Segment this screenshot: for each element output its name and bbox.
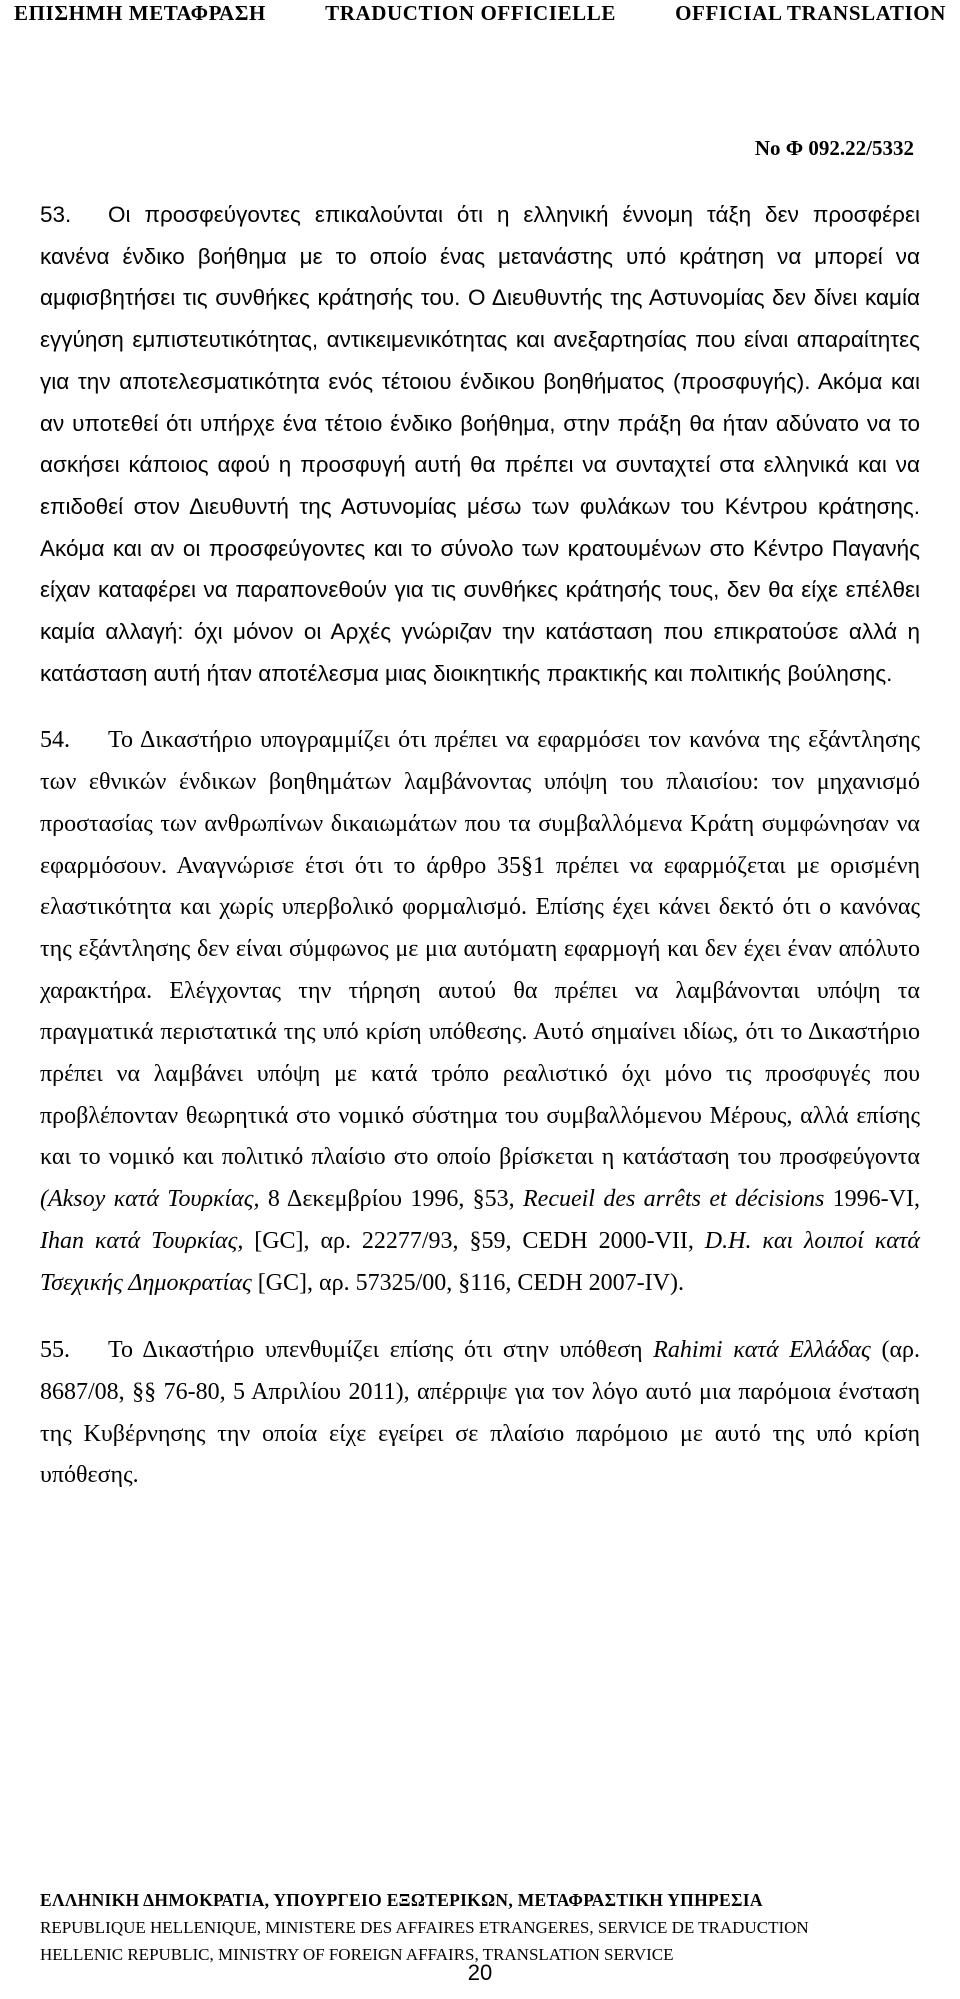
paragraph-number: 54. [40,727,70,754]
citation-text: 1996-VI, [824,1186,920,1213]
case-citation: Rahimi κατά Ελλάδας [653,1337,871,1364]
case-citation: D.H. και λοιποί κατά Τσεχικής Δημοκρατίας [40,1227,920,1296]
reference-number: Νο Φ 092.22/5332 [754,136,914,160]
citation-text: [GC], αρ. 22277/93, §59, CEDH 2000-VII, [243,1227,705,1254]
paragraph-text: Οι προσφεύγοντες επικαλούνται ότι η ελληνική έννομη τάξη δεν προσφέρει κανένα ένδικο βοήθημα με το οποίο ένας μετανάστης υπό κράτηση να μπορεί να αμφισβητήσει τις συνθήκες κράτησής του. Ο Διευθυντής της Αστυνομίας δεν δίνει καμία εγγύηση εμπιστευτικότητας, αντικειμενικότητας και ανεξαρτησίας που είναι απαραίτητες για την αποτελεσματικότητα ενός τέτοιου ένδικου βοηθήματος (προσφυγής). Ακόμα και αν υποτεθεί ότι υπήρχε ένα τέτοιο ένδικο βοήθημα, στην πράξη θα ήταν αδύνατο να το ασκήσει κάποιος αφού η προσφυγή αυτή θα πρέπει να συνταχτεί στα ελληνικά και να επιδοθεί στον Διευθυντή της Αστυνομίας μέσω των φυλάκων του Κέντρου κράτησης. Ακόμα και αν οι προσφεύγοντες και το σύνολο των κρατουμένων στο Κέντρο Παγανής είχαν καταφέρει να παραπονεθούν για τις συνθήκες κράτησής τους, δεν θα είχε επέλθει καμία αλλαγή: όχι μόνον οι Αρχές γνώριζαν την κατάσταση που επικρατούσε αλλά η κατάσταση αυτή ήταν αποτέλεσμα μιας διοικητικής πρακτικής και πολιτικής βούλησης. [40,202,920,686]
paragraph-text: Το Δικαστήριο υπενθυμίζει επίσης ότι στην υπόθεση [108,1337,654,1364]
paragraph-number: 55. [40,1337,70,1364]
footer-greek: ΕΛΛΗΝΙΚΗ ΔΗΜΟΚΡΑΤΙΑ, ΥΠΟΥΡΓΕΙΟ ΕΞΩΤΕΡΙΚΩΝ, ΜΕΤΑΦΡΑΣΤΙΚΗ ΥΠΗΡΕΣΙΑ [40,1890,763,1910]
case-citation: Ihan κατά Τουρκίας, [40,1227,244,1254]
document-body [40,194,920,1523]
header-english: OFFICIAL TRANSLATION [675,1,946,25]
paragraph-53 [40,194,920,694]
citation-text: [GC], αρ. 57325/00, §116, CEDH 2007-IV). [251,1269,684,1296]
header-greek: ΕΠΙΣΗΜΗ ΜΕΤΑΦΡΑΣΗ [14,1,266,25]
paragraph-number: 53. [40,202,72,227]
page-number: 20 [467,1960,493,1985]
paragraph-text: Το Δικαστήριο υπογραμμίζει ότι πρέπει να εφαρμόσει τον κανόνα της εξάντλησης των εθνικών ένδικων βοηθημάτων λαμβάνοντας υπόψη του πλαισίου: τον μηχανισμό προστασίας των ανθρωπίνων δικαιωμάτων που τα συμβαλλόμενα Κράτη συμφώνησαν να εφαρμόσουν. Αναγνώρισε έτσι ότι το άρθρο 35§1 πρέπει να εφαρμόζεται με ορισμένη ελαστικότητα και χωρίς υπερβολικό φορμαλισμό. Επίσης έχει κάνει δεκτό ότι ο κανόνας της εξάντλησης δεν είναι σύμφωνος με μια αυτόματη εφαρμογή και δεν έχει έναν απόλυτο χαρακτήρα. Ελέγχοντας την τήρηση αυτού θα πρέπει να λαμβάνονται υπόψη τα πραγματικά περιστατικά της υπό κρίση υπόθεσης. Αυτό σημαίνει ιδίως, ότι το Δικαστήριο πρέπει να λαμβάνει υπόψη με κατά τρόπο ρεαλιστικό όχι μόνο τις προσφυγές που προβλέπονταν θεωρητικά στο νομικό σύστημα του συμβαλλόμενου Μέρους, αλλά επίσης και το νομικό και πολιτικό πλαίσιο στο οποίο βρίσκεται η κατάσταση του προσφεύγοντα [40,727,920,1171]
case-citation: (Aksoy κατά Τουρκίας, [40,1186,260,1213]
footer-french: REPUBLIQUE HELLENIQUE, MINISTERE DES AFFAIRES ETRANGERES, SERVICE DE TRADUCTION [40,1918,809,1937]
case-citation: Recueil des arrêts et décisions [523,1186,825,1213]
paragraph-55 [40,1330,920,1497]
footer-english: HELLENIC REPUBLIC, MINISTRY OF FOREIGN AFFAIRS, TRANSLATION SERVICE [40,1945,674,1964]
page-footer [40,1887,920,1968]
paragraph-text: (αρ. 8687/08, §§ 76-80, 5 Απριλίου 2011), απέρριψε για τον λόγο αυτό μια παρόμοια ένσταση της Κυβέρνησης την οποία είχε εγείρει σε πλαίσιο παρόμοιο με αυτό της υπό κρίση υπόθεσης. [40,1337,921,1489]
paragraph-54 [40,720,920,1304]
page-header [0,0,960,26]
citation-text: 8 Δεκεμβρίου 1996, §53, [259,1186,524,1213]
header-french: TRADUCTION OFFICIELLE [325,1,617,25]
